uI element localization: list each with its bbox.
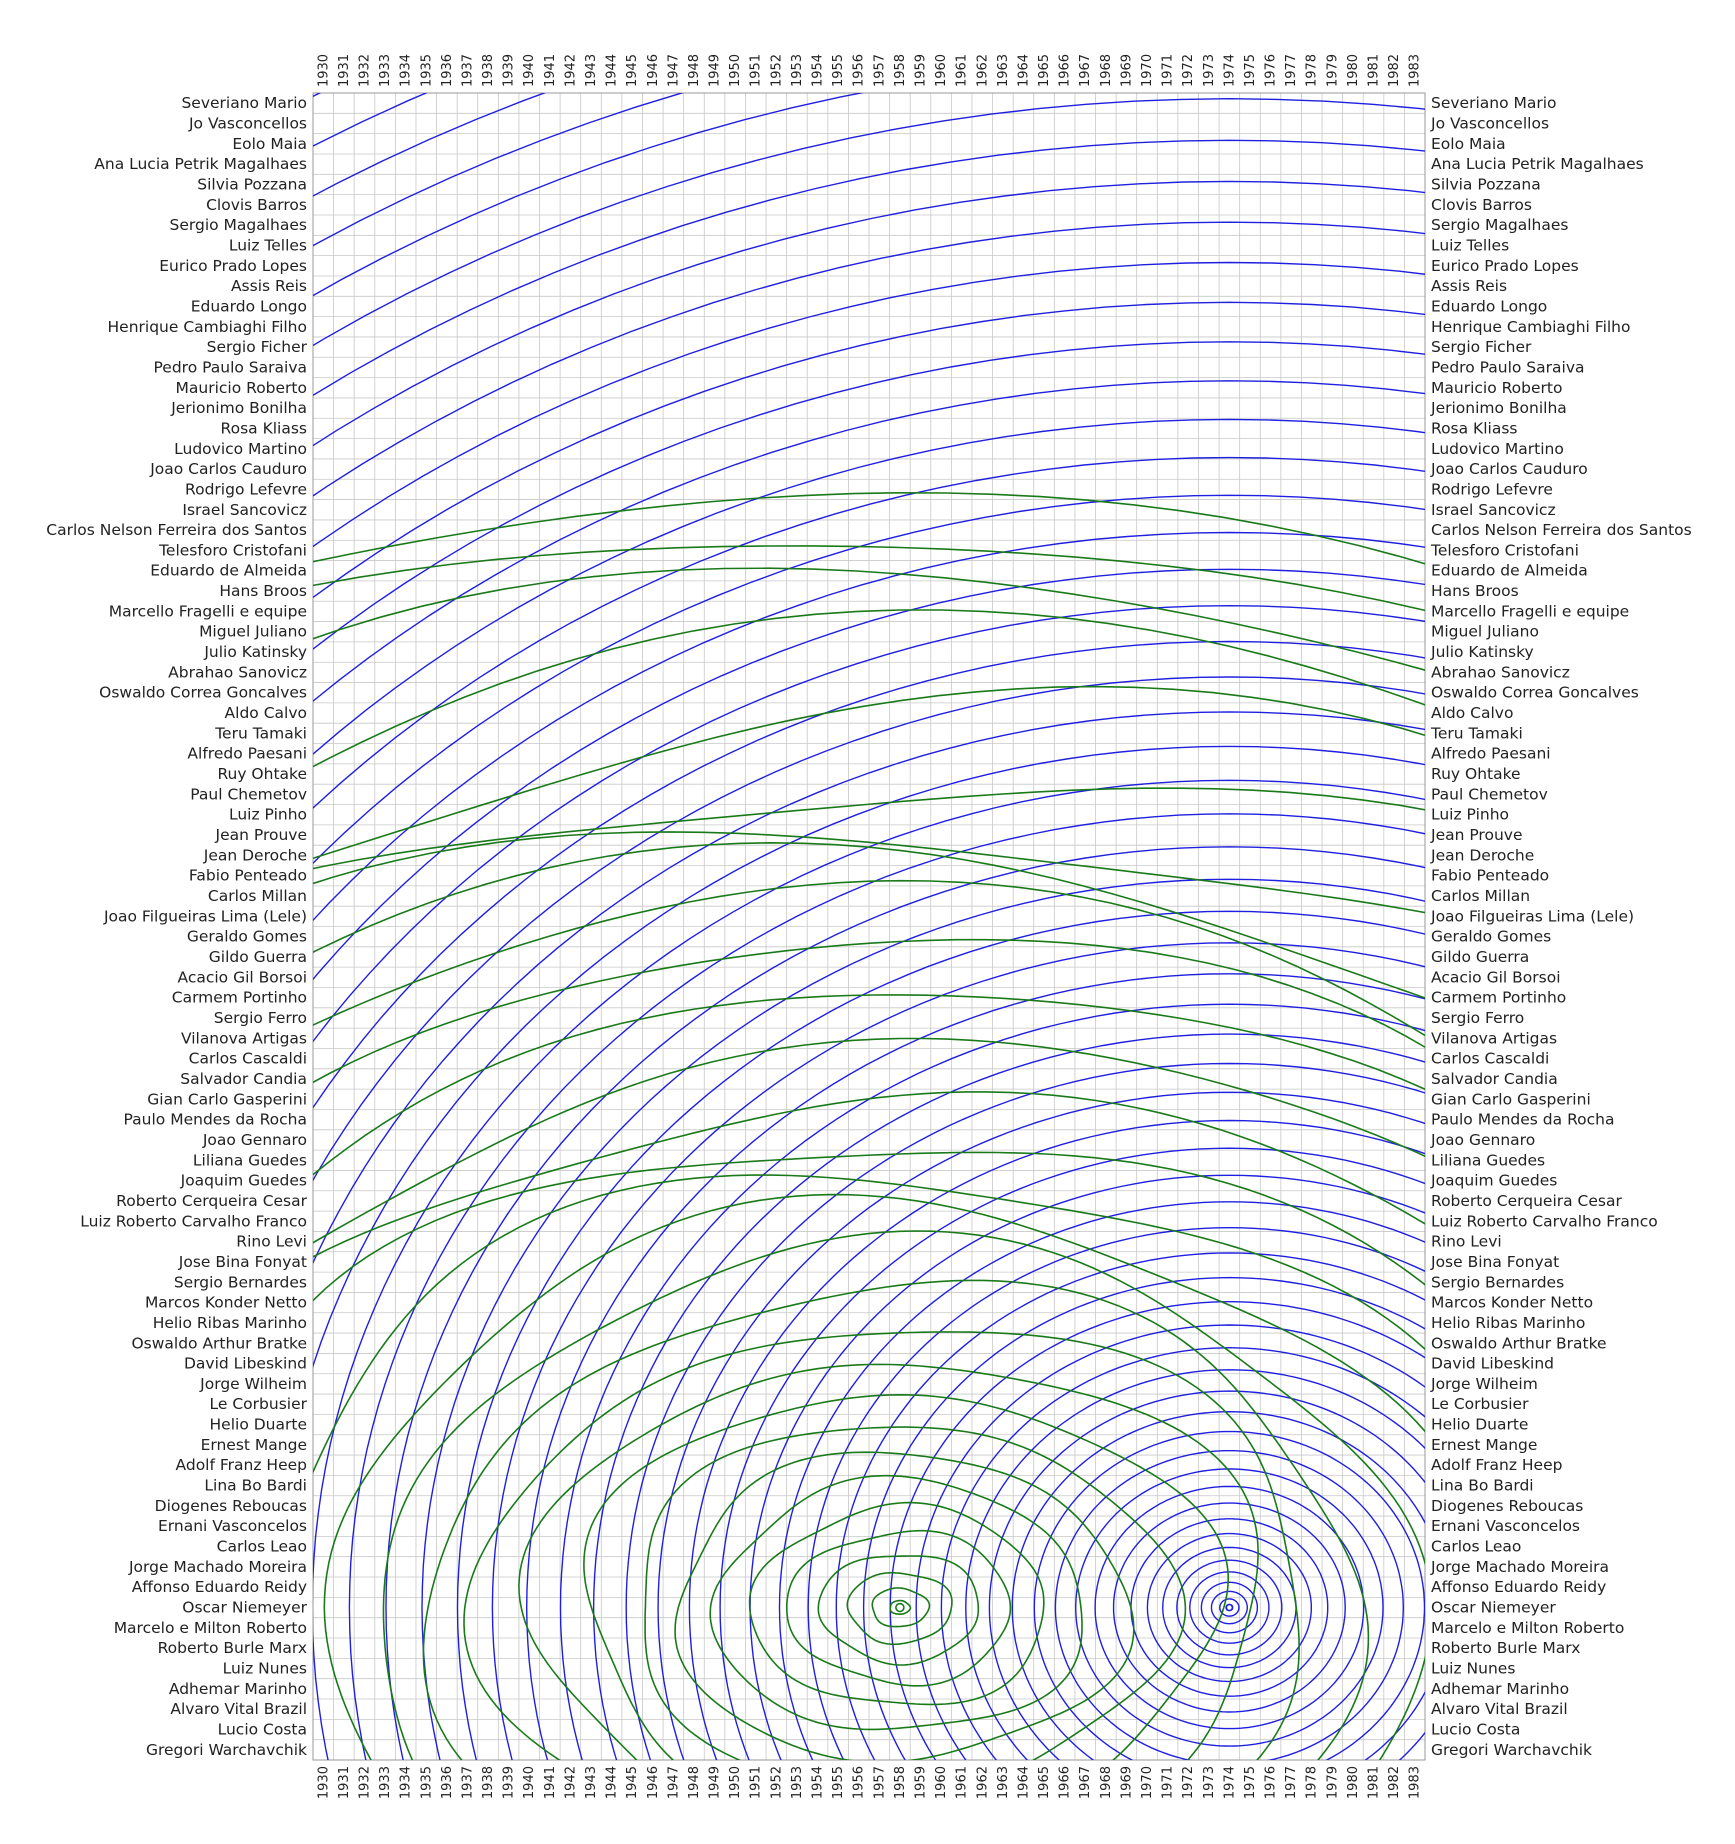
year-label-top: 1939 <box>501 53 517 87</box>
year-label-top: 1954 <box>810 53 826 87</box>
name-label-left: Luiz Nunes <box>222 1659 307 1678</box>
name-label-left: Mauricio Roberto <box>175 378 307 397</box>
year-label-top: 1950 <box>728 53 744 87</box>
name-label-left: Joao Filgueiras Lima (Lele) <box>103 907 307 926</box>
name-label-right: Julio Katinsky <box>1431 643 1534 662</box>
year-label-top: 1933 <box>378 53 394 87</box>
year-label-bottom: 1979 <box>1325 1766 1341 1800</box>
name-label-left: David Libeskind <box>183 1354 307 1373</box>
name-label-left: Carlos Cascaldi <box>188 1049 307 1068</box>
name-label-right: Affonso Eduardo Reidy <box>1431 1578 1607 1597</box>
name-label-right: Helio Duarte <box>1431 1415 1529 1434</box>
year-label-bottom: 1958 <box>892 1766 908 1800</box>
name-label-left: Aldo Calvo <box>224 704 307 723</box>
name-label-left: Julio Katinsky <box>204 643 307 662</box>
year-label-top: 1977 <box>1284 53 1300 87</box>
name-label-left: Israel Sancovicz <box>182 500 307 519</box>
year-label-top: 1962 <box>975 53 991 87</box>
year-label-bottom: 1959 <box>913 1766 929 1800</box>
year-label-bottom: 1939 <box>501 1766 517 1800</box>
name-label-right: Jean Prouve <box>1431 826 1523 845</box>
name-label-right: Ludovico Martino <box>1431 439 1564 458</box>
name-label-left: Vilanova Artigas <box>180 1029 307 1048</box>
year-label-bottom: 1965 <box>1037 1766 1053 1800</box>
name-label-right: David Libeskind <box>1431 1354 1555 1373</box>
year-label-top: 1943 <box>584 53 599 87</box>
year-label-bottom: 1950 <box>728 1766 744 1800</box>
name-label-right: Lucio Costa <box>1431 1720 1521 1739</box>
name-label-right: Jerionimo Bonilha <box>1431 399 1567 418</box>
year-label-top: 1965 <box>1037 53 1053 87</box>
year-label-top: 1959 <box>913 53 929 87</box>
name-label-left: Diogenes Reboucas <box>154 1496 307 1515</box>
name-label-left: Le Corbusier <box>209 1395 307 1414</box>
name-label-left: Oscar Niemeyer <box>182 1598 307 1617</box>
name-label-right: Rino Levi <box>1431 1232 1502 1251</box>
year-label-top: 1976 <box>1263 53 1279 87</box>
name-label-right: Miguel Juliano <box>1431 622 1539 641</box>
name-label-right: Henrique Cambiaghi Filho <box>1431 317 1631 336</box>
year-label-bottom: 1938 <box>481 1766 497 1800</box>
name-label-left: Carmem Portinho <box>171 988 307 1007</box>
year-label-bottom: 1983 <box>1407 1766 1423 1800</box>
name-label-left: Gregori Warchavchik <box>145 1740 307 1759</box>
year-label-top: 1973 <box>1201 53 1217 87</box>
name-label-right: Adolf Franz Heep <box>1431 1456 1563 1475</box>
year-label-top: 1947 <box>666 53 682 87</box>
name-label-right: Paul Chemetov <box>1431 785 1548 804</box>
name-label-right: Luiz Roberto Carvalho Franco <box>1431 1212 1658 1231</box>
year-label-bottom: 1970 <box>1140 1766 1155 1800</box>
name-label-right: Geraldo Gomes <box>1431 927 1552 946</box>
name-label-right: Eolo Maia <box>1431 134 1506 153</box>
name-label-right: Joaquim Guedes <box>1431 1171 1558 1190</box>
green-contour-line <box>645 1427 1185 1794</box>
green-contour-line <box>384 1231 1432 1844</box>
name-label-right: Joao Carlos Cauduro <box>1431 460 1588 479</box>
name-label-left: Luiz Telles <box>228 236 307 255</box>
name-label-right: Carlos Nelson Ferreira dos Santos <box>1431 521 1692 540</box>
year-label-top: 1955 <box>831 53 847 87</box>
name-label-left: Fabio Penteado <box>188 866 307 885</box>
name-label-left: Acacio Gil Borsoi <box>177 968 307 987</box>
year-label-bottom: 1947 <box>666 1766 682 1800</box>
name-label-left: Clovis Barros <box>206 195 307 214</box>
name-label-left: Joao Gennaro <box>202 1130 307 1149</box>
name-label-left: Carlos Millan <box>207 887 307 906</box>
year-label-bottom: 1937 <box>460 1766 476 1800</box>
year-label-bottom: 1934 <box>398 1766 414 1800</box>
name-label-right: Silvia Pozzana <box>1431 175 1541 194</box>
year-label-bottom: 1954 <box>810 1766 826 1800</box>
year-label-bottom: 1982 <box>1387 1766 1403 1800</box>
name-label-right: Pedro Paulo Saraiva <box>1431 358 1585 377</box>
name-label-right: Sergio Magalhaes <box>1431 216 1569 235</box>
name-label-left: Ruy Ohtake <box>217 765 307 784</box>
year-label-top: 1934 <box>398 53 414 87</box>
name-label-left: Telesforo Cristofani <box>159 541 307 560</box>
name-label-right: Gian Carlo Gasperini <box>1431 1090 1591 1109</box>
name-label-left: Eduardo Longo <box>190 297 307 316</box>
name-label-right: Paulo Mendes da Rocha <box>1431 1110 1615 1129</box>
year-label-bottom: 1963 <box>995 1766 1011 1800</box>
name-label-right: Jorge Wilheim <box>1431 1374 1538 1393</box>
year-label-top: 1968 <box>1098 53 1114 87</box>
name-label-right: Acacio Gil Borsoi <box>1431 968 1561 987</box>
name-label-right: Sergio Ficher <box>1431 338 1532 357</box>
name-label-left: Ludovico Martino <box>174 439 307 458</box>
name-label-right: Telesforo Cristofani <box>1431 541 1579 560</box>
green-peak-marker <box>896 1604 904 1612</box>
name-label-right: Carlos Millan <box>1431 887 1531 906</box>
name-label-left: Roberto Burle Marx <box>157 1639 307 1658</box>
year-label-bottom: 1971 <box>1160 1766 1176 1800</box>
year-label-bottom: 1932 <box>357 1766 373 1800</box>
name-label-left: Hans Broos <box>219 582 307 601</box>
name-label-left: Carlos Nelson Ferreira dos Santos <box>46 521 307 540</box>
name-label-left: Marcos Konder Netto <box>144 1293 307 1312</box>
year-label-top: 1982 <box>1387 53 1403 87</box>
name-label-right: Carmem Portinho <box>1431 988 1567 1007</box>
name-label-right: Mauricio Roberto <box>1431 378 1563 397</box>
year-label-top: 1969 <box>1119 53 1135 87</box>
name-label-left: Paulo Mendes da Rocha <box>123 1110 307 1129</box>
name-label-left: Severiano Mario <box>181 94 307 113</box>
name-label-left: Roberto Cerqueira Cesar <box>116 1191 307 1210</box>
name-label-left: Marcelo e Milton Roberto <box>113 1618 307 1637</box>
name-label-left: Jose Bina Fonyat <box>178 1252 307 1271</box>
name-label-left: Eurico Prado Lopes <box>159 256 307 275</box>
name-label-left: Teru Tamaki <box>215 724 307 743</box>
green-contour-line <box>272 1175 1555 1844</box>
year-label-top: 1951 <box>748 53 764 87</box>
year-label-bottom: 1948 <box>686 1766 702 1800</box>
name-label-right: Assis Reis <box>1431 277 1508 296</box>
name-label-left: Paul Chemetov <box>190 785 307 804</box>
name-label-right: Sergio Ferro <box>1431 1008 1525 1027</box>
year-label-bottom: 1976 <box>1263 1766 1279 1800</box>
name-label-right: Salvador Candia <box>1431 1069 1558 1088</box>
right-name-axis <box>1430 94 1692 1759</box>
name-label-left: Geraldo Gomes <box>186 927 307 946</box>
year-label-top: 1974 <box>1222 53 1238 87</box>
name-label-left: Rodrigo Lefevre <box>185 480 307 499</box>
name-label-right: Vilanova Artigas <box>1431 1029 1558 1048</box>
name-label-right: Gregori Warchavchik <box>1431 1740 1593 1759</box>
name-label-right: Luiz Telles <box>1431 236 1510 255</box>
name-label-left: Pedro Paulo Saraiva <box>153 358 307 377</box>
name-label-left: Henrique Cambiaghi Filho <box>107 317 307 336</box>
year-label-bottom: 1969 <box>1119 1766 1135 1800</box>
year-label-top: 1938 <box>481 53 497 87</box>
name-label-right: Marcelo e Milton Roberto <box>1431 1618 1625 1637</box>
name-label-right: Diogenes Reboucas <box>1431 1496 1584 1515</box>
year-label-bottom: 1940 <box>522 1766 538 1800</box>
name-label-left: Luiz Roberto Carvalho Franco <box>80 1212 307 1231</box>
name-label-right: Fabio Penteado <box>1431 866 1550 885</box>
left-name-axis <box>46 94 307 1759</box>
name-label-left: Lucio Costa <box>217 1720 307 1739</box>
year-label-top: 1970 <box>1140 53 1155 87</box>
year-label-top: 1979 <box>1325 53 1341 87</box>
year-label-bottom: 1961 <box>954 1766 970 1800</box>
name-label-right: Hans Broos <box>1431 582 1519 601</box>
name-label-left: Lina Bo Bardi <box>204 1476 307 1495</box>
name-label-left: Joaquim Guedes <box>180 1171 307 1190</box>
name-label-right: Luiz Pinho <box>1431 805 1509 824</box>
year-label-top: 1964 <box>1016 53 1032 87</box>
year-label-bottom: 1975 <box>1242 1766 1258 1800</box>
year-label-top: 1963 <box>995 53 1011 87</box>
green-contour-line <box>787 1531 1011 1686</box>
year-label-top: 1957 <box>872 53 888 87</box>
year-label-top: 1972 <box>1181 53 1197 87</box>
year-label-bottom: 1973 <box>1201 1766 1217 1800</box>
name-label-right: Abrahao Sanovicz <box>1431 663 1570 682</box>
name-label-left: Rosa Kliass <box>220 419 307 438</box>
blue-contour-line <box>594 1034 1735 1844</box>
name-label-right: Jean Deroche <box>1431 846 1535 865</box>
name-label-right: Teru Tamaki <box>1431 724 1523 743</box>
name-label-left: Salvador Candia <box>180 1069 307 1088</box>
year-label-bottom: 1951 <box>748 1766 764 1800</box>
name-label-right: Sergio Bernardes <box>1431 1273 1565 1292</box>
name-label-left: Gian Carlo Gasperini <box>147 1090 307 1109</box>
name-label-left: Eduardo de Almeida <box>150 561 307 580</box>
blue-contour-line <box>626 1064 1735 1844</box>
year-label-bottom: 1966 <box>1057 1766 1073 1800</box>
name-label-left: Jorge Wilheim <box>200 1374 307 1393</box>
year-label-bottom: 1980 <box>1345 1766 1361 1800</box>
name-label-left: Gildo Guerra <box>208 947 307 966</box>
name-label-right: Carlos Leao <box>1431 1537 1522 1556</box>
name-label-right: Alvaro Vital Brazil <box>1431 1700 1568 1719</box>
year-label-top: 1931 <box>336 53 352 87</box>
name-label-left: Adolf Franz Heep <box>175 1456 307 1475</box>
year-label-top: 1956 <box>851 53 867 87</box>
name-label-left: Ana Lucia Petrik Magalhaes <box>94 155 307 174</box>
name-label-right: Joao Gennaro <box>1431 1130 1536 1149</box>
name-label-right: Joao Filgueiras Lima (Lele) <box>1431 907 1635 926</box>
year-label-top: 1967 <box>1078 53 1094 87</box>
name-label-right: Roberto Cerqueira Cesar <box>1431 1191 1622 1210</box>
year-label-top: 1958 <box>892 53 908 87</box>
name-label-right: Severiano Mario <box>1431 94 1557 113</box>
name-label-right: Alfredo Paesani <box>1431 744 1551 763</box>
name-label-right: Clovis Barros <box>1431 195 1532 214</box>
year-label-bottom: 1964 <box>1016 1766 1032 1800</box>
name-label-left: Oswaldo Arthur Bratke <box>131 1334 307 1353</box>
year-label-top: 1966 <box>1057 53 1073 87</box>
name-label-right: Israel Sancovicz <box>1431 500 1556 519</box>
year-label-top: 1981 <box>1366 53 1382 87</box>
name-label-left: Carlos Leao <box>216 1537 307 1556</box>
year-label-top: 1961 <box>954 53 970 87</box>
year-label-top: 1971 <box>1160 53 1176 87</box>
name-label-left: Alfredo Paesani <box>187 744 307 763</box>
name-label-left: Rino Levi <box>236 1232 307 1251</box>
name-label-right: Aldo Calvo <box>1431 704 1514 723</box>
name-label-left: Jean Deroche <box>203 846 307 865</box>
name-label-left: Helio Duarte <box>209 1415 307 1434</box>
name-label-right: Eduardo de Almeida <box>1431 561 1588 580</box>
name-label-left: Jorge Machado Moreira <box>128 1557 307 1576</box>
name-label-right: Marcos Konder Netto <box>1431 1293 1594 1312</box>
year-label-top: 1940 <box>522 53 538 87</box>
year-label-top: 1945 <box>625 53 641 87</box>
year-label-bottom: 1941 <box>542 1766 558 1800</box>
name-label-left: Sergio Ficher <box>206 338 307 357</box>
name-label-right: Liliana Guedes <box>1431 1151 1546 1170</box>
year-label-top: 1983 <box>1407 53 1423 87</box>
name-label-left: Jean Prouve <box>215 826 307 845</box>
year-label-bottom: 1957 <box>872 1766 888 1800</box>
name-label-left: Silvia Pozzana <box>197 175 307 194</box>
name-label-left: Assis Reis <box>230 277 307 296</box>
name-label-right: Rosa Kliass <box>1431 419 1518 438</box>
name-label-right: Jose Bina Fonyat <box>1431 1252 1560 1271</box>
year-label-top: 1937 <box>460 53 476 87</box>
year-label-top: 1944 <box>604 53 620 87</box>
year-label-top: 1935 <box>419 53 435 87</box>
year-label-top: 1978 <box>1304 53 1320 87</box>
year-label-bottom: 1930 <box>316 1766 332 1800</box>
year-label-top: 1975 <box>1242 53 1258 87</box>
year-label-top: 1941 <box>542 53 558 87</box>
name-label-right: Oswaldo Arthur Bratke <box>1431 1334 1607 1353</box>
blue-peak-marker <box>1226 1605 1232 1611</box>
year-label-top: 1960 <box>934 53 950 87</box>
year-label-top: 1942 <box>563 53 579 87</box>
name-label-right: Adhemar Marinho <box>1431 1679 1570 1698</box>
name-label-left: Jerionimo Bonilha <box>171 399 307 418</box>
year-label-bottom: 1967 <box>1078 1766 1094 1800</box>
name-label-right: Marcello Fragelli e equipe <box>1431 602 1630 621</box>
year-label-bottom: 1943 <box>584 1766 599 1800</box>
year-label-bottom: 1955 <box>831 1766 847 1800</box>
name-label-left: Abrahao Sanovicz <box>168 663 307 682</box>
year-label-bottom: 1945 <box>625 1766 641 1800</box>
year-label-top: 1936 <box>439 53 455 87</box>
name-label-left: Eolo Maia <box>232 134 307 153</box>
year-label-top: 1946 <box>645 53 661 87</box>
green-contour-line <box>872 1588 929 1627</box>
name-label-right: Ernest Mange <box>1431 1435 1538 1454</box>
name-label-right: Rodrigo Lefevre <box>1431 480 1553 499</box>
year-label-bottom: 1931 <box>336 1766 352 1800</box>
year-label-bottom: 1942 <box>563 1766 579 1800</box>
name-label-right: Lina Bo Bardi <box>1431 1476 1534 1495</box>
year-label-top: 1949 <box>707 53 723 87</box>
name-label-left: Marcello Fragelli e equipe <box>108 602 307 621</box>
year-label-bottom: 1952 <box>769 1766 785 1800</box>
name-label-right: Oswaldo Correa Goncalves <box>1431 683 1639 702</box>
year-label-top: 1952 <box>769 53 785 87</box>
name-label-left: Ernani Vasconcelos <box>158 1517 307 1536</box>
name-label-right: Gildo Guerra <box>1431 947 1530 966</box>
year-label-bottom: 1956 <box>851 1766 867 1800</box>
year-label-bottom: 1968 <box>1098 1766 1114 1800</box>
name-label-right: Eurico Prado Lopes <box>1431 256 1579 275</box>
year-label-bottom: 1978 <box>1304 1766 1320 1800</box>
year-label-bottom: 1949 <box>707 1766 723 1800</box>
year-label-bottom: 1946 <box>645 1766 661 1800</box>
bottom-year-axis <box>316 1766 1422 1799</box>
name-label-left: Joao Carlos Cauduro <box>150 460 307 479</box>
year-label-bottom: 1960 <box>934 1766 950 1800</box>
name-label-right: Eduardo Longo <box>1431 297 1548 316</box>
name-label-right: Roberto Burle Marx <box>1431 1639 1581 1658</box>
name-label-left: Jo Vasconcellos <box>188 114 307 133</box>
name-label-right: Ernani Vasconcelos <box>1431 1517 1580 1536</box>
year-label-bottom: 1944 <box>604 1766 620 1800</box>
year-label-bottom: 1953 <box>789 1766 805 1800</box>
year-label-bottom: 1936 <box>439 1766 455 1800</box>
name-label-left: Helio Ribas Marinho <box>152 1313 307 1332</box>
name-label-right: Luiz Nunes <box>1431 1659 1516 1678</box>
year-label-top: 1930 <box>316 53 332 87</box>
year-label-bottom: 1972 <box>1181 1766 1197 1800</box>
year-label-bottom: 1933 <box>378 1766 394 1800</box>
name-label-right: Carlos Cascaldi <box>1431 1049 1550 1068</box>
name-label-right: Le Corbusier <box>1431 1395 1529 1414</box>
name-label-right: Ruy Ohtake <box>1431 765 1521 784</box>
name-label-right: Helio Ribas Marinho <box>1431 1313 1586 1332</box>
name-label-right: Ana Lucia Petrik Magalhaes <box>1431 155 1644 174</box>
name-label-left: Adhemar Marinho <box>168 1679 307 1698</box>
name-label-left: Alvaro Vital Brazil <box>170 1700 307 1719</box>
name-label-left: Luiz Pinho <box>229 805 307 824</box>
name-label-left: Liliana Guedes <box>192 1151 307 1170</box>
top-year-axis <box>316 54 1422 87</box>
name-label-left: Miguel Juliano <box>199 622 307 641</box>
year-label-top: 1948 <box>686 53 702 87</box>
name-label-left: Ernest Mange <box>200 1435 307 1454</box>
year-label-bottom: 1977 <box>1284 1766 1300 1800</box>
year-label-bottom: 1981 <box>1366 1766 1382 1800</box>
year-label-bottom: 1962 <box>975 1766 991 1800</box>
year-label-bottom: 1974 <box>1222 1766 1238 1800</box>
name-label-left: Sergio Ferro <box>213 1008 307 1027</box>
name-label-right: Jorge Machado Moreira <box>1431 1557 1610 1576</box>
name-label-left: Oswaldo Correa Goncalves <box>99 683 307 702</box>
year-label-top: 1980 <box>1345 53 1361 87</box>
name-label-left: Sergio Magalhaes <box>169 216 307 235</box>
year-label-bottom: 1935 <box>419 1766 435 1800</box>
name-label-right: Jo Vasconcellos <box>1431 114 1550 133</box>
name-label-left: Affonso Eduardo Reidy <box>131 1578 307 1597</box>
name-label-left: Sergio Bernardes <box>173 1273 307 1292</box>
year-label-top: 1932 <box>357 53 373 87</box>
year-label-top: 1953 <box>789 53 805 87</box>
name-label-right: Oscar Niemeyer <box>1431 1598 1556 1617</box>
